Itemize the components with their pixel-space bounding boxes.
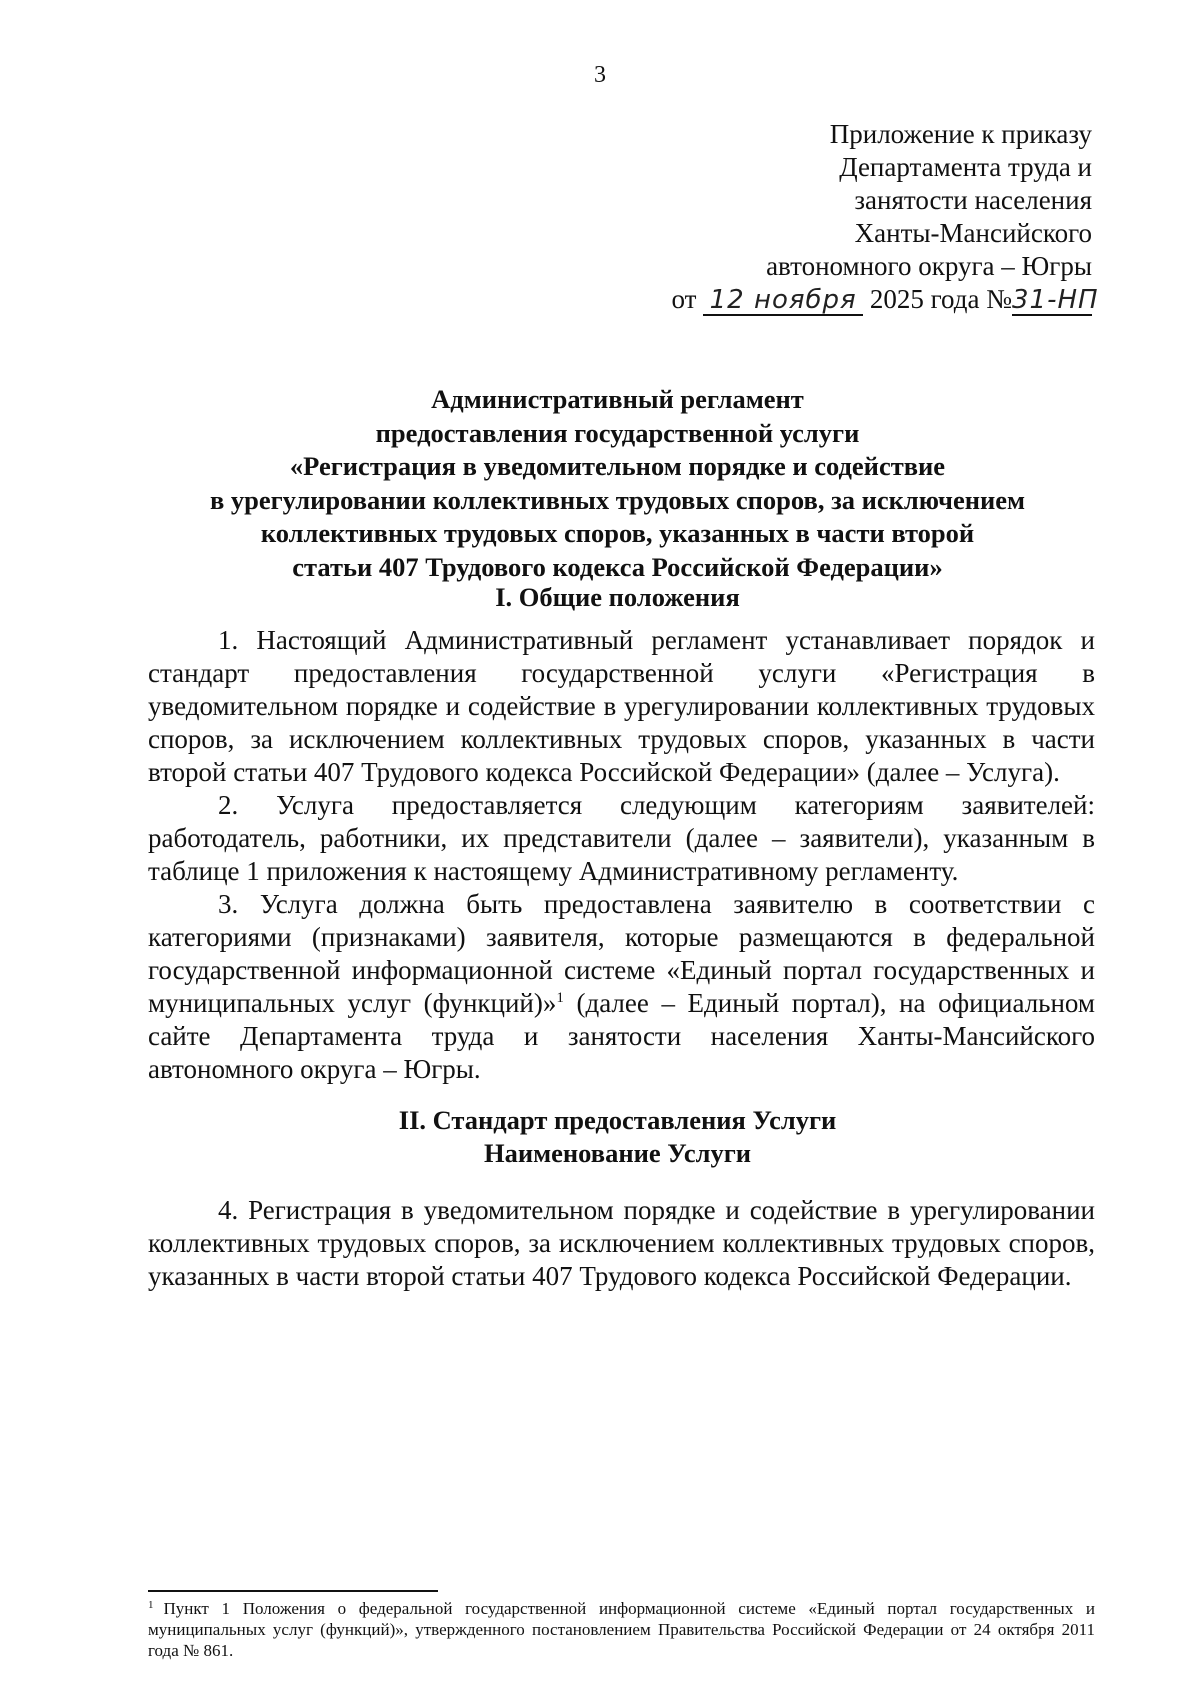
footnote-text: Пункт 1 Положения о федеральной государственной информационной системе «Единый портал государственных и муниципальных услуг (функций)», утвержденного постановлением Правительства Российской Федерации от 24 октября 2011 года № 861. <box>148 1599 1095 1660</box>
section-2-subheading: Наименование Услуги <box>483 1138 752 1168</box>
paragraph-1: 1. Настоящий Административный регламент устанавливает порядок и стандарт предоставления государственной услуги «Регистрация в уведомительном порядке и содействие в урегулировании коллективных трудовых споров, за исключением коллективных трудовых споров, указанных в части второй статьи 407 Трудового кодекса Российской Федерации» (далее – Услуга). <box>148 625 1095 787</box>
section-1-heading: I. Общие положения <box>495 582 740 612</box>
section-1-body <box>148 624 1095 1086</box>
page-number: 3 <box>594 62 606 88</box>
title-line: статьи 407 Трудового кодекса Российской Федерации» <box>292 551 943 582</box>
footnote-mark: 1 <box>148 1599 154 1611</box>
appendix-line: Приложение к приказу <box>829 119 1092 149</box>
document-title <box>140 383 1095 584</box>
paragraph-4: 4. Регистрация в уведомительном порядке и содействие в урегулировании коллективных трудовых споров, за исключением коллективных трудовых споров, указанных в части второй статьи 407 Трудового кодекса Российской Федерации. <box>148 1195 1095 1291</box>
paragraph-2: 2. Услуга предоставляется следующим категориям заявителей: работодатель, работники, их представители (далее – заявители), указанным в таблице 1 приложения к настоящему Административному регламенту. <box>148 790 1095 886</box>
footnote <box>148 1598 1095 1661</box>
appendix-line: Департамента труда и <box>839 152 1092 182</box>
section-2-heading-line: II. Стандарт предоставления Услуги <box>398 1105 837 1135</box>
paragraph-3 <box>148 888 1095 1086</box>
section-2-heading <box>140 1104 1095 1170</box>
title-line: «Регистрация в уведомительном порядке и содействие <box>289 451 946 481</box>
title-line: Административный регламент <box>431 384 804 414</box>
footnote-ref: 1 <box>556 990 564 1006</box>
appendix-line: занятости населения <box>854 185 1092 215</box>
order-prefix: от <box>671 284 697 314</box>
order-date-line <box>600 283 1099 316</box>
title-line: предоставления государственной услуги <box>375 417 860 448</box>
handwritten-date: 12 ноября <box>703 286 863 316</box>
appendix-line: Ханты-Мансийского <box>854 218 1092 248</box>
footnote-separator <box>148 1590 438 1592</box>
title-line: коллективных трудовых споров, указанных в части второй <box>260 518 975 548</box>
paragraph-3-text: 3. Услуга должна быть предоставлена заявителю в соответствии с категориями (признаками) заявителя, которые размещаются в федеральной государственной информационной системе «Единый портал государственных и муниципальных услуг (функций)» <box>148 889 1095 1018</box>
appendix-line: автономного округа – Югры <box>766 251 1092 281</box>
appendix-block <box>600 118 1099 316</box>
order-year: 2025 года № <box>869 284 1012 314</box>
section-2-body <box>148 1194 1095 1293</box>
paragraph-3-text-cont: (далее – Единый портал), на официальном сайте Департамента труда и занятости населения Ханты-Мансийского автономного округа – Югры. <box>148 988 1095 1084</box>
title-line: в урегулировании коллективных трудовых споров, за исключением <box>209 484 1026 515</box>
handwritten-number: 31-НП <box>1012 285 1099 315</box>
